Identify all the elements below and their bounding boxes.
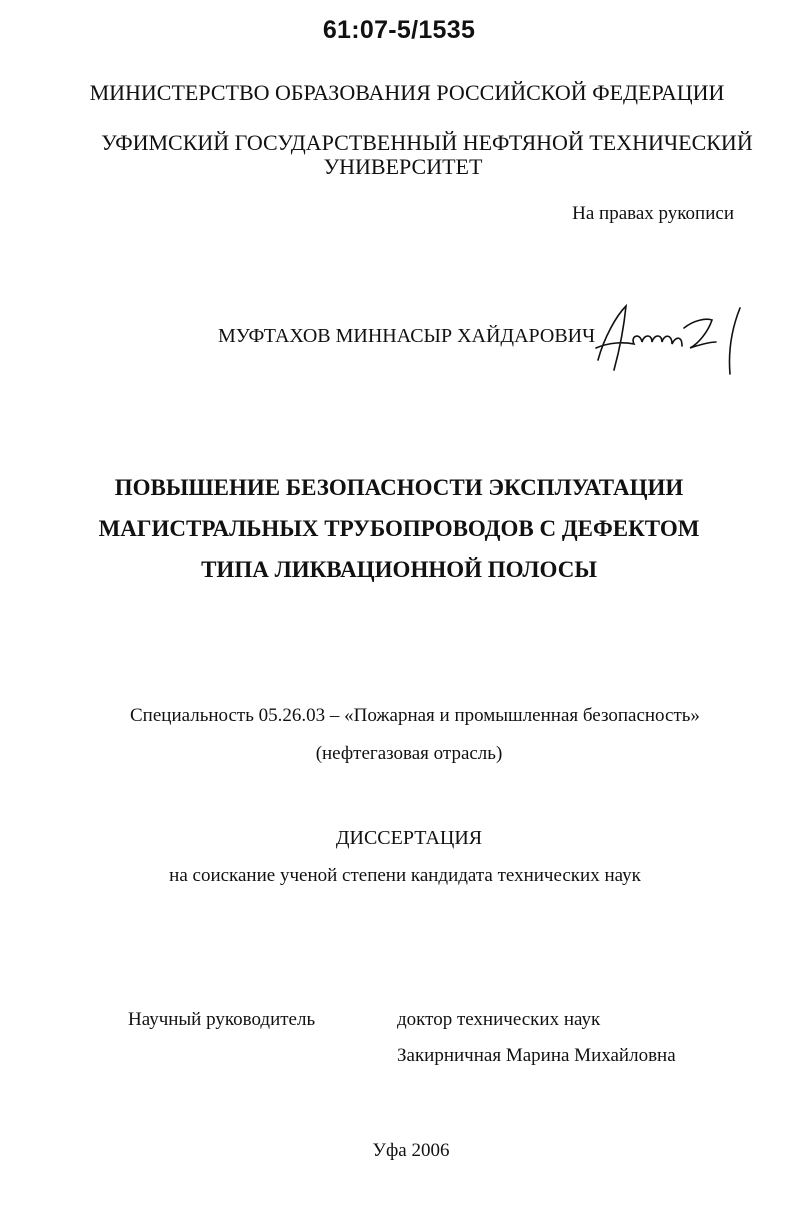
title-line: ПОВЫШЕНИЕ БЕЗОПАСНОСТИ ЭКСПЛУАТАЦИИ xyxy=(114,475,684,500)
supervisor-name: Закирничная Марина Михайловна xyxy=(397,1045,676,1066)
title-line: ТИПА ЛИКВАЦИОННОЙ ПОЛОСЫ xyxy=(201,557,597,582)
catalog-code: 61:07-5/1535 xyxy=(322,16,476,44)
ministry-heading: МИНИСТЕРСТВО ОБРАЗОВАНИЯ РОССИЙСКОЙ ФЕДЕРАЦИИ xyxy=(89,80,725,105)
signature-icon xyxy=(590,298,760,378)
degree-line: на соискание ученой степени кандидата технических наук xyxy=(169,865,641,886)
manuscript-rights-note: На правах рукописи xyxy=(572,203,734,224)
work-type: ДИССЕРТАЦИЯ xyxy=(335,827,483,849)
supervisor-label: Научный руководитель xyxy=(128,1009,316,1030)
title-line: МАГИСТРАЛЬНЫХ ТРУБОПРОВОДОВ С ДЕФЕКТОМ xyxy=(98,516,700,541)
city-year: Уфа 2006 xyxy=(372,1140,450,1161)
specialty-line: Специальность 05.26.03 – «Пожарная и промышленная безопасность» xyxy=(130,705,700,726)
supervisor-degree: доктор технических наук xyxy=(397,1009,601,1030)
university-heading-line1: УФИМСКИЙ ГОСУДАРСТВЕННЫЙ НЕФТЯНОЙ ТЕХНИЧЕСКИЙ xyxy=(101,130,753,155)
author-name: МУФТАХОВ МИННАСЫР ХАЙДАРОВИЧ xyxy=(218,325,596,347)
university-heading-line2: УНИВЕРСИТЕТ xyxy=(323,154,483,179)
specialty-branch: (нефтегазовая отрасль) xyxy=(315,743,503,764)
dissertation-title xyxy=(0,467,798,590)
